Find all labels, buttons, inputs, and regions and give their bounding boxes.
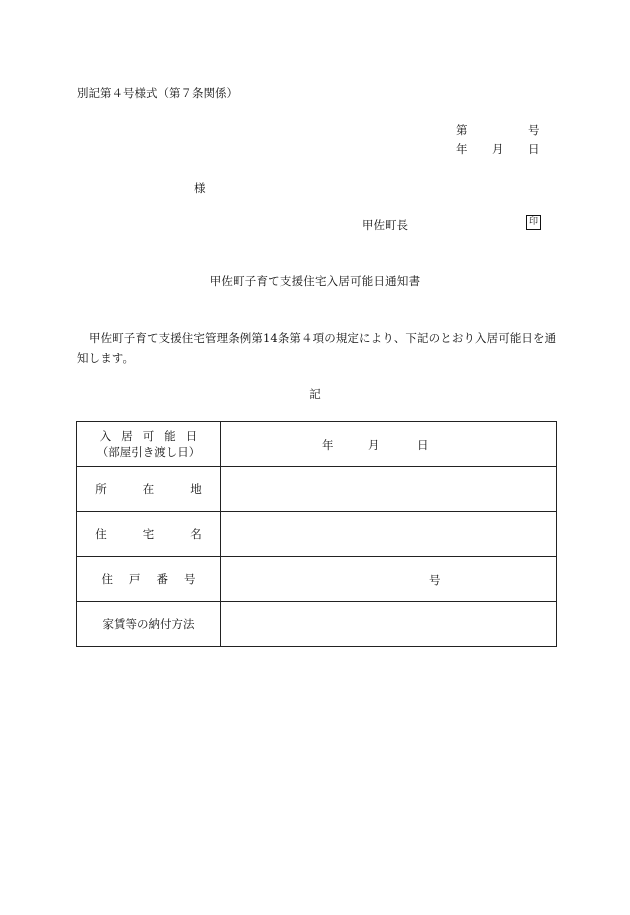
housing-name-value[interactable] bbox=[221, 512, 557, 557]
document-number-suffix: 号 bbox=[528, 123, 540, 137]
unit-number-label: 住戸番号 bbox=[101, 572, 212, 586]
move-in-date-label: 入居可能日 bbox=[99, 429, 208, 443]
form-reference: 別記第４号様式（第７条関係） bbox=[77, 86, 238, 100]
move-in-month-unit: 月 bbox=[368, 438, 380, 452]
table-row-move-in-date bbox=[77, 422, 557, 467]
label-cell bbox=[77, 602, 221, 647]
issue-date-month: 月 bbox=[492, 142, 504, 156]
body-paragraph: 甲佐町子育て支援住宅管理条例第14条第４項の規定により、下記のとおり入居可能日を通知します。 bbox=[77, 331, 557, 365]
unit-number-suffix: 号 bbox=[429, 573, 441, 587]
table-row-location bbox=[77, 467, 557, 512]
sender-name: 甲佐町長 bbox=[362, 218, 408, 232]
table-row-payment-method bbox=[77, 602, 557, 647]
issue-date-day: 日 bbox=[528, 142, 540, 156]
issue-date-year: 年 bbox=[456, 142, 468, 156]
table-row-housing-name bbox=[77, 512, 557, 557]
housing-name-label: 住宅名 bbox=[95, 527, 238, 541]
payment-method-label: 家賃等の納付方法 bbox=[102, 617, 195, 631]
document-title: 甲佐町子育て支援住宅入居可能日通知書 bbox=[209, 274, 421, 288]
label-cell bbox=[77, 467, 238, 512]
payment-method-value[interactable] bbox=[221, 602, 557, 647]
seal-stamp: 印 bbox=[526, 215, 541, 230]
unit-number-value[interactable] bbox=[221, 557, 557, 602]
detail-table bbox=[76, 421, 557, 647]
table-row-unit-number bbox=[77, 557, 557, 602]
label-cell bbox=[77, 512, 238, 557]
location-value[interactable] bbox=[221, 467, 557, 512]
move-in-year-unit: 年 bbox=[322, 438, 334, 452]
move-in-date-sublabel: （部屋引き渡し日） bbox=[96, 445, 201, 459]
addressee-honorific: 様 bbox=[194, 181, 206, 195]
label-cell bbox=[77, 422, 221, 467]
location-label: 所在地 bbox=[95, 482, 238, 496]
move-in-day-unit: 日 bbox=[417, 438, 429, 452]
document-number-label: 第 bbox=[456, 123, 468, 137]
move-in-date-value[interactable] bbox=[221, 422, 557, 467]
label-cell bbox=[77, 557, 221, 602]
ki-heading: 記 bbox=[309, 387, 321, 401]
